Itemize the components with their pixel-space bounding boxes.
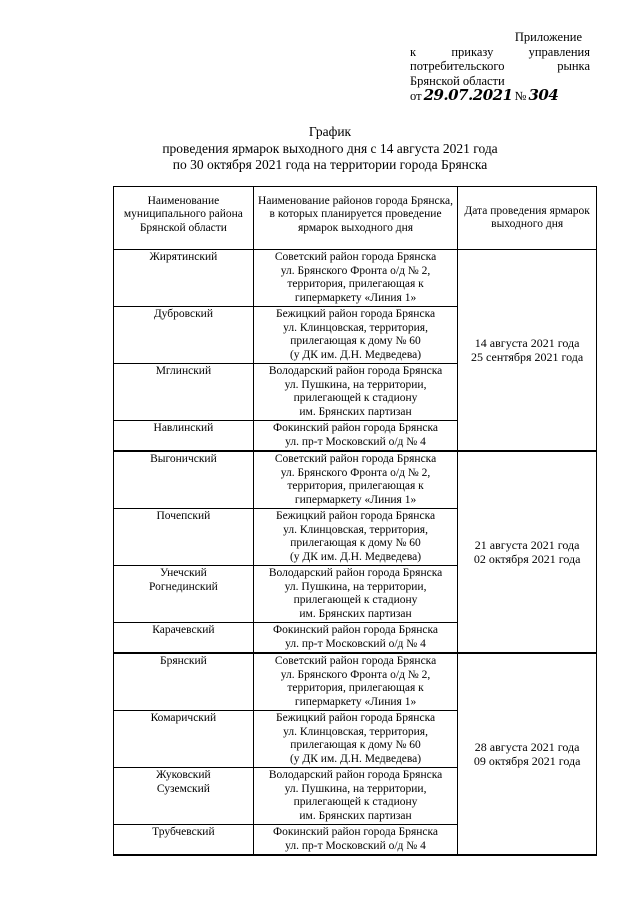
district-cell [114, 623, 254, 654]
district-name: Жуковский [156, 769, 211, 781]
header-district: Наименование муниципального района Брянской области [114, 187, 254, 250]
location-line: Фокинский район города Брянска [273, 826, 439, 838]
location-cell [253, 307, 457, 364]
document-title [150, 124, 510, 174]
location-line: Советский район города Брянска [274, 251, 437, 263]
annex-date-number: от 29.07.2021 № 304 [410, 86, 559, 104]
location-line: ул. Клинцовская, территория, [283, 321, 428, 334]
location-line: Советский район города Брянска [274, 655, 437, 667]
location-line: Советский район города Брянска [274, 453, 437, 465]
table-row [114, 653, 597, 711]
district-name: Выгоничский [150, 453, 217, 465]
district-name: Почепский [156, 510, 211, 522]
district-name: Брянский [159, 655, 207, 667]
title-heading: График [308, 124, 352, 139]
location-cell [253, 825, 457, 856]
location-line: (у ДК им. Д.Н. Медведева) [289, 550, 422, 563]
location-line: ул. Брянского Фронта о/д № 2, [280, 264, 431, 277]
table-row [114, 250, 597, 307]
title-line-2: проведения ярмарок выходного дня с 14 августа 2021 года [162, 140, 498, 156]
location-line: территория, прилегающая к [287, 278, 424, 290]
handwritten-date: 29.07.2021 [423, 86, 513, 104]
district-name: Карачевский [152, 624, 215, 636]
location-cell [253, 250, 457, 307]
location-line: прилегающей к стадиону [293, 392, 418, 404]
district-name: Навлинский [153, 422, 214, 434]
annex-line-department: потребительского рынка [410, 59, 590, 73]
location-line: ул. пр-т Московский о/д № 4 [285, 637, 426, 650]
district-cell [114, 825, 254, 856]
annex-line-order: к приказу управления [410, 44, 590, 59]
location-cell [253, 623, 457, 654]
location-line: им. Брянских партизан [299, 607, 412, 620]
district-name: Унечский [159, 567, 207, 579]
location-line: Бежицкий район города Брянска [275, 510, 436, 522]
fair-date: 09 октября 2021 года [473, 754, 581, 768]
header-city-area: Наименование районов города Брянска, в которых планируется проведение ярмарок выходного дня [253, 187, 457, 250]
district-name: Комаричский [150, 712, 217, 724]
location-line: ул. Пушкина, на территории, [284, 378, 427, 391]
district-name: Дубровский [153, 308, 213, 320]
location-line: ул. пр-т Московский о/д № 4 [285, 435, 426, 448]
district-cell [114, 711, 254, 768]
location-line: им. Брянских партизан [299, 809, 412, 822]
location-cell [253, 509, 457, 566]
location-line: прилегающая к дому № 60 [290, 739, 421, 751]
district-cell [114, 768, 254, 825]
location-line: прилегающая к дому № 60 [290, 537, 421, 549]
district-cell [114, 250, 254, 307]
location-line: территория, прилегающая к [287, 480, 424, 492]
district-name: Жирятинский [149, 251, 218, 263]
location-line: Володарский район города Брянска [268, 365, 443, 377]
location-cell [253, 566, 457, 623]
location-line: территория, прилегающая к [287, 682, 424, 694]
location-line: ул. Пушкина, на территории, [284, 580, 427, 593]
location-line: Володарский район города Брянска [268, 567, 443, 579]
district-cell [114, 566, 254, 623]
dates-cell [458, 653, 597, 855]
district-name: Трубчевский [152, 826, 215, 838]
district-cell [114, 653, 254, 711]
district-cell [114, 307, 254, 364]
annex-line-region: Брянской области [410, 73, 505, 88]
district-name: Суземский [156, 782, 210, 795]
district-cell [114, 509, 254, 566]
district-cell [114, 364, 254, 421]
fair-date: 02 октября 2021 года [473, 552, 581, 566]
district-name: Рогнединский [148, 580, 218, 593]
district-cell [114, 451, 254, 509]
location-cell [253, 768, 457, 825]
dates-cell [458, 250, 597, 452]
location-cell [253, 653, 457, 711]
location-line: ул. Брянского Фронта о/д № 2, [280, 668, 431, 681]
location-line: ул. Брянского Фронта о/д № 2, [280, 466, 431, 479]
annex-block [410, 30, 590, 104]
location-line: ул. пр-т Московский о/д № 4 [285, 839, 426, 852]
location-line: (у ДК им. Д.Н. Медведева) [289, 348, 422, 361]
location-line: Володарский район города Брянска [268, 769, 443, 781]
location-cell [253, 421, 457, 452]
location-line: Фокинский район города Брянска [273, 624, 439, 636]
location-line: прилегающей к стадиону [293, 594, 418, 606]
location-line: Бежицкий район города Брянска [275, 712, 436, 724]
location-line: Бежицкий район города Брянска [275, 308, 436, 320]
title-line-3: по 30 октября 2021 года на территории города Брянска [172, 157, 488, 172]
fair-date: 14 августа 2021 года [474, 335, 580, 350]
location-line: прилегающей к стадиону [293, 796, 418, 808]
location-cell [253, 451, 457, 509]
location-line: гипермаркету «Линия 1» [294, 695, 417, 708]
location-cell [253, 711, 457, 768]
location-line: ул. Пушкина, на территории, [284, 782, 427, 795]
handwritten-number: 304 [528, 86, 559, 104]
fair-date: 25 сентября 2021 года [471, 350, 584, 364]
location-line: гипермаркету «Линия 1» [294, 493, 417, 506]
fair-date: 21 августа 2021 года [474, 537, 580, 552]
location-line: ул. Клинцовская, территория, [283, 725, 428, 738]
table-header-row [114, 187, 597, 250]
location-cell [253, 364, 457, 421]
location-line: им. Брянских партизан [299, 405, 412, 418]
district-cell [114, 421, 254, 452]
schedule-table [113, 186, 597, 856]
location-line: гипермаркету «Линия 1» [294, 291, 417, 304]
header-dates: Дата проведения ярмарок выходного дня [458, 187, 597, 250]
annex-label: Приложение [514, 30, 582, 44]
location-line: Фокинский район города Брянска [273, 422, 439, 434]
district-name: Мглинский [155, 365, 212, 377]
location-line: (у ДК им. Д.Н. Медведева) [289, 752, 422, 765]
location-line: ул. Клинцовская, территория, [283, 523, 428, 536]
dates-cell [458, 451, 597, 653]
fair-date: 28 августа 2021 года [474, 739, 580, 754]
table-row [114, 451, 597, 509]
location-line: прилегающая к дому № 60 [290, 335, 421, 347]
